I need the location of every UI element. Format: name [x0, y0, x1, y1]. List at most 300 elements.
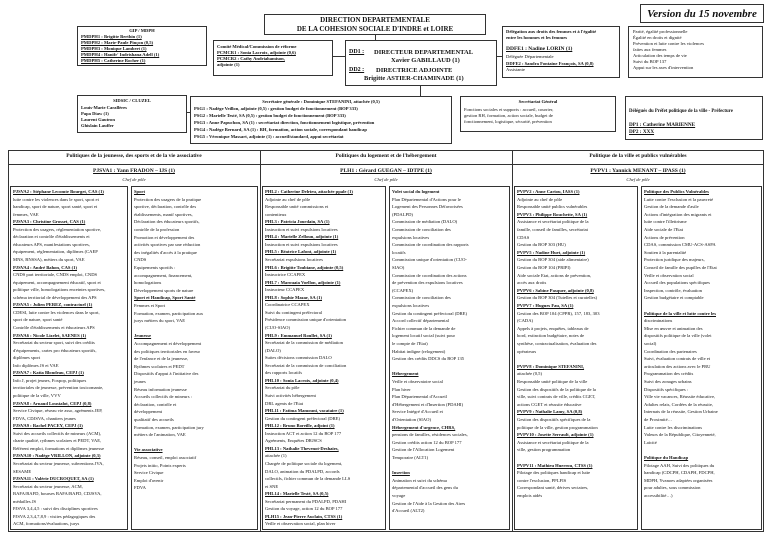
- col1-line: schéma territorial de développement des APS: [13, 294, 97, 300]
- col4-line: Commission de coordination des rapports: [392, 242, 469, 248]
- parite-line-5: Articulation des temps de vie: [633, 53, 687, 58]
- col5-line: Adjointe au chef de pôle: [517, 196, 563, 202]
- col5-line: Gestion des BOP 104 (CPPR), 157, 183, 303: [517, 310, 600, 316]
- col5-line: politique de la ville, gestion programmation: [517, 424, 598, 430]
- delegues-line-2: DP2 : XXX: [629, 129, 655, 135]
- col4-line: départemental d'accueil des gens du: [392, 485, 458, 491]
- col4-line: d'Orientation (SIAO): [392, 417, 431, 422]
- pole3-chef-sub: Chef de pôle: [626, 177, 650, 182]
- col3-line: Instruction ACT et action 12 du BOP 177: [265, 430, 342, 436]
- col2-line: Femmes et Sport: [134, 303, 166, 308]
- col4-line: Habitat indigne (relogement): [392, 348, 446, 354]
- gip-mdph-box: [77, 26, 207, 66]
- col3-line: PHL13 : Nathalie Thevenot-Deshaies,: [265, 445, 339, 451]
- pole3-chef: PVPV1 : Yannick MENANT – IPASS (1): [590, 168, 686, 174]
- col2-line: Service Civique: [134, 470, 164, 476]
- gip-line-1: PMDPH1 : Brigitte Berthin (1): [81, 34, 142, 39]
- direction-line1: DIRECTION DEPARTEMENTALE: [320, 16, 430, 24]
- delegues-title: Délégués du Préfet politique de la ville - Préfecture: [629, 109, 733, 114]
- col5-line: emplois aidés: [517, 493, 543, 498]
- col6-line: Accueil des populations spécifiques: [644, 280, 710, 286]
- pole2-title: Politiques du logement et de l'hébergement: [335, 153, 437, 159]
- col3-line: PHL14 : Marielle Testé, SA (0,5): [265, 491, 329, 497]
- direction-box: [264, 14, 486, 35]
- col2-line: Accueils collectifs de mineurs :: [134, 394, 192, 400]
- sg-line-5: PSG5 : Véronique Massart, adjointe (1) : accueil/standard, appui secrétariat: [194, 134, 344, 139]
- pole1-title: Politiques de la jeunesse, des sports et de la vie associative: [66, 153, 202, 159]
- col1-line: femmes, VAE: [13, 211, 39, 217]
- col3-line: et SNE: [265, 483, 279, 489]
- col1-line: charte qualité, rythmes scolaires et PEDT, VAE,: [13, 438, 102, 444]
- col6-line: Protection juridique des majeurs,: [644, 257, 705, 263]
- col6-line: articulation des actions avec le PRU: [644, 363, 711, 369]
- col3-line: attachée (1): [265, 453, 287, 459]
- col3-line: Adjointe au chef de pôle: [265, 196, 311, 202]
- col1-line: PJSVA8 : Arnaud Loustalot, CEPJ (0,8): [13, 400, 92, 406]
- col3-line: Secrétariat du pôle: [265, 385, 300, 391]
- col2-line: Déclaration des éducateurs sportifs,: [134, 219, 200, 225]
- gip-line-5: PMDPH5 : Catherine Rocher (1): [81, 58, 146, 63]
- col1-line: Suivi des accueils collectifs de mineurs (ACM),: [13, 430, 102, 436]
- col4-line: Accord collectif départemental: [392, 318, 449, 324]
- col4-line: Gestion crédits action 12 du BOP 177: [392, 439, 462, 445]
- sg-line-1: PSG1 : Nadège Veillon, adjointe (0,5) : gestion budget de fonctionnement (BOP 333): [194, 106, 358, 111]
- col5-line: accès aux droits: [517, 280, 547, 286]
- col5-line: contre l'exclusion, PPLFIS: [517, 477, 567, 483]
- col6-line: lutte contre l'illettrisme: [644, 219, 687, 225]
- col3-line: Secrétariat de la commission de conciliation: [265, 362, 347, 368]
- col3-line: DRL agents de l'Etat: [265, 400, 304, 406]
- col5-line: ville, suivi contrats de ville, crédits CGET,: [517, 394, 596, 400]
- col5-line: PVPV11 : Mathieu Huerrou, CTSS (1): [517, 462, 593, 468]
- col1-line: Secrétariat du secteur jeunesse, ACM,: [13, 483, 83, 489]
- parite-line-6: Suivi du BOP 137: [633, 59, 667, 64]
- col3-line: Instruction et suivi expulsions locatives: [265, 241, 338, 247]
- secretaire-generale-box: [190, 96, 452, 144]
- col4-line: expulsions locatives: [392, 303, 430, 308]
- col2-line: CNDS: [134, 257, 147, 263]
- col1-line: PJSVA3 : Christine Grosset, CAS (1): [13, 219, 86, 225]
- col5-line: PVPV6 : Sabine Pasquer, adjointe (0,8): [517, 287, 594, 293]
- col5-line: (CADA): [517, 318, 534, 324]
- col1-line: lutte contre les violences dans le sport, sport et: [13, 196, 99, 202]
- col2-line: Sport: [134, 189, 145, 194]
- col2-line: Promotion et développement des: [134, 234, 195, 240]
- col4-line: Gestion des crédits DDCS du BOP 135: [392, 356, 465, 362]
- dd1-code: DD1 :: [349, 49, 365, 55]
- col2-line: accompagnement, financement,: [134, 272, 193, 278]
- col1-line: PJSVA5 : Julien PEREZ, contractuel (1): [13, 302, 93, 308]
- col5-line: Assistance et secrétariat politique de la: [517, 439, 589, 445]
- col5-line: actions CGET et réussite éducative: [517, 401, 582, 407]
- delegation-line-1: Délégation aux droits des femmes et à l'égalité: [506, 29, 597, 34]
- secretariat-general-box: [460, 96, 616, 132]
- col2-line: Dispositifs d'appui à l'initiative des: [134, 371, 199, 377]
- col5-line: Responsable unité politique de la ville: [517, 379, 588, 384]
- col1-line: Secrétariat du secteur jeunesse, subventions JVA,: [13, 461, 104, 466]
- col4-line: Commission de conciliation des: [392, 295, 451, 301]
- sidsic-box: [77, 95, 187, 133]
- col3-line: Secrétariat permanent du PDALPD, PDAHI: [265, 498, 347, 504]
- parite-line-4: faites aux femmes: [633, 47, 667, 52]
- col6-line: Internats de la réussite, Gestion Urbaine: [644, 409, 718, 415]
- col4-line: Volet social du logement: [392, 189, 440, 194]
- col6-line: Pilotage AAH, Suivi des politiques du: [644, 462, 715, 468]
- col6-line: Laïcité: [644, 439, 657, 445]
- col1-line: PJSVA7 : Katia Blondeau, CEPJ (1): [13, 370, 84, 376]
- col4-line: SIAO): [392, 265, 405, 270]
- col4-line: Plan Départemental d'Actions pour le: [392, 196, 461, 202]
- pole1-chef: PJSVA1 : Yann FRADON – IJS (1): [93, 168, 175, 174]
- col2-line: développement: [134, 409, 163, 415]
- col6-line: Suivi des zonages urbains: [644, 379, 692, 384]
- col3-line: contentieux: [265, 211, 287, 217]
- col3-line: PHL5 : Béatrice Lafont, adjointe (1): [265, 249, 337, 255]
- col5-line: PVPV10 : Josette Serrault, adjointe (1): [517, 432, 594, 438]
- directeur-box: [345, 40, 497, 86]
- col3-line: PHL4 : Marielle Zelloun, adjointe (1): [265, 234, 339, 240]
- col1-line: Info J, projet jeunes, Foxpop, politiques: [13, 377, 87, 383]
- col6-line: Politique des Publics Vulnérables: [644, 189, 709, 194]
- col6-line: Programmation des crédits: [644, 371, 694, 377]
- col2-line: établissements, manif sportives,: [134, 211, 193, 217]
- col4-line: Gestion du contingent préfectoral (DRE): [392, 310, 468, 316]
- sidsic-line-3: Laurent Gautron: [81, 117, 115, 122]
- col1-line: CNDS part territoriale, CNDS emploi, CNDS: [13, 272, 98, 278]
- col4-line: Commission de coordination des actions: [392, 272, 467, 278]
- parite-box: [628, 26, 763, 78]
- col1-line: PJSVA2 : Stéphane Lecomte Bourget, CAS (1): [13, 189, 104, 194]
- comite-medical-box: [213, 40, 333, 76]
- col2-line: Rythmes scolaires et PEDT: [134, 363, 185, 369]
- col5-line: PVPV2 : Anne Cariou, IASS (1): [517, 189, 580, 194]
- col3-line: PHL8 : Sophie Mazar, SA (1): [265, 294, 322, 300]
- sg-title: Secrétaire générale : Dominique STEFANINI, attachée (0,5): [262, 99, 380, 104]
- col1-line: Protection des usagers, réglementation sportive,: [13, 226, 102, 232]
- col3-line: PHL3 : Patricia Jourdain, SA (1): [265, 219, 330, 225]
- col1-line: Info diplômes JS et VAE: [13, 362, 59, 368]
- col6-line: Mise en œuvre et animation des: [644, 325, 703, 331]
- col4-line: d'Hébergement et d'Insertion (PDAHI): [392, 401, 464, 407]
- col2-line: métiers de l'animation, VAE: [134, 432, 186, 438]
- gip-line-3: PMDPH3 : Monique Lambert (1): [81, 46, 147, 51]
- col5-line: PVPV3 : Philippe Rouchette, SA (1): [517, 211, 588, 217]
- col1-line: CDESI, lutte contre les violences dans le sport,: [13, 309, 100, 315]
- col6-line: Coordination des partenaires: [644, 348, 697, 354]
- col5-line: Gestion du BOP 304 (aide alimentaire): [517, 257, 589, 263]
- col2-line: des politiques territoriales en faveur: [134, 348, 201, 354]
- col2-line: Développement sports de nature: [134, 287, 194, 293]
- col4-line: Gestion de l'Allocation Logement: [392, 447, 455, 453]
- direction-line2: DE LA COHESION SOCIALE D'INDRE et LOIRE: [296, 25, 454, 33]
- col5-line: ville, gestion programmation: [517, 447, 571, 453]
- col6-line: de Proximité…: [644, 417, 673, 422]
- col3-line: (DALO): [265, 347, 281, 353]
- col6-line: Soutien à la parentalité: [644, 249, 687, 255]
- col3-line: Gestion du voyage, action 12 du BOP 177: [265, 506, 343, 512]
- col3-line: Veille et observation social, plan hiver: [265, 521, 336, 527]
- col1-line: PJSVA6 : Nicole Lizelet, SAENES (1): [13, 332, 87, 338]
- col4-line: le compte de l'Etat): [392, 341, 428, 346]
- col5-line: bord, extinction budgétaire, notes de: [517, 333, 585, 339]
- col6-line: Aide sociale de l'Etat: [644, 227, 683, 232]
- col6-line: Politique du Handicap: [644, 455, 689, 460]
- col1-line: équipement, réglementation, diplômes (CAEP: [13, 249, 98, 255]
- parite-line-3: Prévention et lutte contre les violences: [633, 41, 705, 46]
- col2-line: Réseau information jeunesse: [134, 386, 187, 392]
- parite-line-2: Égalité en droits et dignité: [633, 35, 682, 40]
- col4-line: expulsions locatives: [392, 234, 430, 240]
- col1-line: FDVA, CDJSVA, chantiers jeunes: [13, 415, 76, 421]
- col3-line: DALO, animation du PDALPD, accords: [265, 468, 340, 474]
- col2-line: Sport et Handicap, Sport Santé: [134, 295, 196, 301]
- col4-line: Commission de médiation (DALO): [392, 219, 458, 225]
- col1-line: politique ville, homologations enceintes sportives,: [13, 287, 106, 293]
- delegation-line-6: DDFE2 : Sandra Fontaine François, SA (0,8): [506, 61, 594, 66]
- col4-line: Plan Départemental d'Accueil: [392, 394, 447, 400]
- col4-line: pensions de familles, résidences sociales,: [392, 432, 468, 438]
- col2-line: activités sportives par une réduction: [134, 242, 201, 248]
- col2-line: qualitatif des accueils: [134, 417, 174, 422]
- col3-line: des rapports locatifs: [265, 370, 302, 376]
- col2-line: sportive, déclaration, contrôle des: [134, 204, 197, 210]
- sgen-line-2: gestion RH, formation, action sociale, budget de: [464, 113, 553, 118]
- col1-line: territoriales de jeunesse, prévention toxicomanie,: [13, 385, 104, 391]
- col3-line: PHL12 : Bruno Boreille, adjoint (1): [265, 423, 335, 429]
- col1-line: d'équipements, cartes pro éducateurs sportifs,: [13, 347, 97, 353]
- col6-line: Suivi, évaluation contrats de ville et: [644, 356, 711, 362]
- col6-line: Lutte contre l'exclusion et la pauvreté: [644, 196, 714, 202]
- gip-title: GIP / MDPH: [129, 28, 155, 33]
- col3-line: Responsable unité commissions et: [265, 204, 329, 210]
- sgen-line-1: Fonctions sociales et supports : accueil, courrier,: [464, 107, 554, 112]
- col5-line: Gestion des dispositifs spécifiques de la: [517, 417, 591, 422]
- col4-line: d'Accueil (ALT2): [392, 508, 425, 514]
- col5-line: PVPV9 : Nathalie Lamy, SA (0,8): [517, 409, 583, 415]
- col5-line: Pilotage des politiques handicap et lutte: [517, 470, 591, 476]
- col2-line: jurys métiers du sport, VAE: [134, 318, 185, 324]
- delegues-prefet-box: [625, 96, 763, 140]
- col6-line: Conseil de famille des pupilles de l'Etat: [644, 265, 717, 270]
- col1-line: sport de nature, sport santé: [13, 317, 63, 323]
- col5-line: PVPV8 : Dominique STEFANINI,: [517, 363, 585, 369]
- col2-line: déclaration, contrôle et: [134, 401, 177, 407]
- col4-line: Veille et observatoire social: [392, 379, 443, 384]
- sidsic-line-4: Ghislain Lauffer: [81, 123, 114, 128]
- col3-line: Agréments, Enquêtes DRJSCS: [265, 438, 322, 444]
- pole2-chef: PLH1 : Gérard GUEGAN – IDTPE (1): [340, 168, 432, 174]
- col3-line: PHL9 : Emmanuel Roullet, SA (1): [265, 332, 332, 338]
- col2-line: Equipements sportifs :: [134, 265, 176, 270]
- gip-line-4: PMDPH4 : Hanifr' Indrishana Adell (1): [81, 52, 160, 57]
- sg-line-4: PSG4 : Nadège Bernard, SA (1) : RH, formation, action sociale, correspondant handicap: [194, 127, 367, 132]
- col1-line: PJSVA4 : André Bahon, CAS (1): [13, 264, 77, 270]
- col1-line: Référent emploi, formations et diplômes jeunesse: [13, 445, 105, 451]
- col2-line: contrôle de la profession: [134, 227, 180, 232]
- col1-line: éducateurs APS, manifestations sportives,: [13, 241, 90, 247]
- col6-line: pour adultes, sous commission: [644, 485, 701, 491]
- col5-line: Gestion du BOP 303 (HU): [517, 242, 566, 248]
- col3-line: Secrétariat expulsions locatives: [265, 257, 323, 262]
- sidsic-title: SIDSIC / CLUZEL: [113, 98, 151, 103]
- col6-line: CDAS, commission CMU-ACS-ASPA: [644, 242, 716, 248]
- col3-line: Suivi activités hébergement: [265, 393, 316, 398]
- delegation-line-4: DDFE1 : Nadine LORIN (1): [506, 46, 573, 52]
- pole2-chef-sub: Chef de pôle: [374, 177, 398, 182]
- col6-line: Adultes relais, Cordées de la réussite,: [644, 401, 714, 407]
- col5-line: famille, conseil de familles, secrétariat: [517, 227, 588, 232]
- col6-line: Politique de la ville et lutte contre les: [644, 310, 716, 316]
- sgen-line-3: fonctionnement, logistique, sécurité, prévention: [464, 119, 552, 124]
- col5-line: PVPV5 : Nadine Huet, adjointe (1): [517, 249, 586, 255]
- col1-line: PJSVA9 : Rachel PACEY, CEPJ (1): [13, 423, 83, 429]
- col1-line: PJSVA10 : Nadège VRILLON, adjointe (0,3): [13, 453, 101, 459]
- col6-line: dispositifs politique de la ville (volet: [644, 333, 712, 339]
- col5-line: Gestion du BOP 104 (PRIPI): [517, 265, 571, 270]
- col4-line: (PDALPD): [392, 211, 413, 217]
- col6-line: Gestion budgétaire et comptable: [644, 295, 704, 301]
- col2-line: jeunes: [134, 379, 146, 384]
- col6-line: Veille et observation social: [644, 272, 694, 278]
- parite-line-7: Appui sur les axes d'intervention: [633, 65, 694, 70]
- col2-line: Vie associative: [134, 447, 163, 453]
- col4-line: (CCAPEX): [392, 287, 414, 293]
- delegation-line-5: Déléguée Départementale: [506, 54, 554, 59]
- col3-line: Chargée de politique sociale du logement,: [265, 461, 343, 466]
- col1-line: PJSVA11 : Valérie DUCROQUET, SA (1): [13, 476, 94, 482]
- col6-line: handicap (CDCPH, CDAPH, FDCPH,: [644, 470, 715, 476]
- delegation-box: [502, 26, 620, 78]
- dd2-title: DIRECTRICE ADJOINTE: [376, 67, 453, 74]
- col6-line: discriminations: [644, 318, 673, 324]
- col4-line: Insertion: [392, 470, 410, 476]
- col3-line: PHL11 : Fatima Mamouni, vacataire (1): [265, 408, 344, 414]
- col6-line: Gestion de la demande d'asile: [644, 204, 699, 210]
- col2-line: Accompagnement et développement: [134, 341, 202, 346]
- col1-line: équipement, accompagnement éducatif, sport et: [13, 279, 101, 285]
- col2-line: de l'enfance et de la jeunesse,: [134, 356, 189, 362]
- pole3-title: Politique de la ville et publics vulnérables: [589, 153, 687, 159]
- col3-line: collectifs, fichier commun de la demande LLS: [265, 476, 351, 482]
- sidsic-line-1: Louis-Marie Carallères: [81, 105, 127, 110]
- col2-line: Formation, examen, participation jury: [134, 424, 204, 430]
- version-label: Version du 15 novembre: [640, 4, 764, 23]
- col2-line: Formation, examen, participation aux: [134, 310, 204, 316]
- col2-line: FDVA: [134, 485, 146, 491]
- col3-line: Suivi du contingent préfectoral: [265, 309, 323, 315]
- col4-line: Commission unique d'orientation (CUO-: [392, 257, 467, 263]
- col4-line: Gestion de l'Aide à la Gestion des Aires: [392, 500, 466, 506]
- col4-line: Plan hiver: [392, 386, 411, 392]
- delegation-line-7: Assistante: [506, 67, 525, 72]
- col4-line: Fichier commun de la demande de: [392, 325, 456, 331]
- col6-line: Valeurs de la République, Citoyenneté,: [644, 432, 716, 438]
- col1-line: SESAME: [13, 468, 32, 474]
- parite-line-1: Parité, égalité professionnelle: [633, 29, 688, 34]
- col1-line: déclaration et contrôle d'établissements et: [13, 234, 90, 240]
- col1-line: diplômes sport: [13, 355, 41, 361]
- comite-line-3: PCMCR2 : Cathy Andriahamison,: [217, 56, 285, 61]
- col4-line: Service Intégré d'Accueil et: [392, 409, 443, 415]
- col1-line: BAFA/BAFD, bourses BAFA/BAFD, CDJSVA,: [13, 491, 102, 497]
- comite-line-4: adjointe (1): [217, 62, 240, 67]
- col5-line: Gestion des dispositifs de la politique de la: [517, 386, 596, 392]
- col1-line: PJSVA 2,3,4,7,8,9 : visites pédagogiques des: [13, 513, 96, 519]
- col1-line: politique de la ville, VVV: [13, 393, 61, 398]
- col5-line: opérateurs: [517, 348, 537, 354]
- col4-line: Animation et suivi du schéma: [392, 477, 447, 483]
- col4-line: Commission de conciliation des: [392, 227, 451, 232]
- col4-line: Hébergement d'urgence, CHRS,: [392, 424, 456, 430]
- col5-line: Responsable unité publics vulnérables: [517, 204, 588, 210]
- col1-line: MNS, BNSSA), métiers du sport, VAE: [13, 257, 85, 262]
- col3-line: PLH15 : Jean-Pierre Auclain, CTSS (1): [265, 513, 343, 519]
- col3-line: Présidence commission unique d'orientation: [265, 317, 347, 323]
- col6-line: Dispositifs spécifiques :: [644, 386, 689, 392]
- dd1-title: DIRECTEUR DEPARTEMENTAL: [374, 49, 474, 56]
- col6-line: Actions d'intégration des migrants et: [644, 211, 712, 217]
- sidsic-line-2: Papa Diaw (1): [81, 111, 109, 116]
- col2-line: Projets initio, Points experts: [134, 462, 186, 468]
- dd2-code: DD2 :: [349, 67, 365, 73]
- col3-line: PHL6 : Brigitte Toubiane, adjointe (0,5): [265, 264, 344, 270]
- col5-line: synthèse, contractualisation, évaluation des: [517, 341, 597, 346]
- dd2-name: Brigitte ASTIER-CHAMINADE (1): [364, 75, 464, 82]
- col4-line: de prévention des expulsions locatives: [392, 280, 463, 286]
- sgen-title: Secrétariat Général: [518, 99, 558, 104]
- col1-line: médailles JS: [13, 498, 37, 504]
- col3-line: Coordinatrice CCAPEX: [265, 302, 310, 308]
- col4-line: logement locatif social (suivi pour: [392, 333, 456, 339]
- col2-line: Jeunesse: [134, 333, 152, 339]
- col5-line: Gestion du BOP 304 (Tutelles et curatelles): [517, 295, 598, 301]
- col5-line: Appels à projets, enquêtes, tableaux de: [517, 325, 589, 331]
- col6-line: accessibilité…): [644, 493, 673, 498]
- col5-line: Aide sociale Etat, actions de prévention,: [517, 272, 592, 278]
- col1-line: Contrôle d'établissements et éducateurs APS: [13, 325, 95, 330]
- delegation-line-2: entre les hommes et les femmes: [506, 35, 568, 40]
- col5-line: PVPV7 : Hugues Fau, SA (1): [517, 303, 574, 308]
- col3-line: PHL10 : Sonia Lacroix, adjointe (0,4): [265, 377, 339, 383]
- col5-line: Assistance et secrétariat politique de la: [517, 219, 589, 225]
- col4-line: voyage: [392, 493, 406, 498]
- col1-line: Service Civique, réseau vie asso, agréments JEP,: [13, 408, 103, 414]
- col2-line: Réseau, conseil, emploi associatif: [134, 455, 197, 460]
- pole1-chef-sub: Chef de pôle: [122, 177, 146, 182]
- col3-line: Instructrice CCAPEX: [265, 272, 306, 278]
- comite-line-2: PCMCR1 : Sonia Lacroix, adjointe (0,6): [217, 50, 296, 55]
- col6-line: Ville vie vacances, Réussite éducative,: [644, 394, 716, 400]
- col4-line: Logement des Personnes Défavorisées: [392, 204, 463, 210]
- col5-line: CDAS: [517, 234, 530, 240]
- col4-line: Hébergement: [392, 371, 419, 377]
- sg-line-3: PSG3 : Anne Papuchon, SA (1) : secrétariat direction, fonctionnement logistique, prévention: [194, 120, 375, 125]
- col1-line: Secrétariat du secteur sport, suivi des crédits: [13, 340, 95, 346]
- col2-line: homologations: [134, 280, 162, 286]
- col6-line: Inspection, contrôle, évaluation: [644, 287, 702, 293]
- col2-line: Emploi d'avenir: [134, 477, 164, 483]
- col6-line: Lutte contre les discriminations: [644, 424, 703, 430]
- col4-line: locatifs: [392, 249, 406, 255]
- col2-line: des inégalités d'accès à la pratique: [134, 249, 197, 255]
- col6-line: social): [644, 341, 657, 346]
- col1-line: ACM, formations/évaluations, jurys: [13, 521, 80, 527]
- col6-line: MDPH, Yvanoes adaptées organisées: [644, 477, 713, 483]
- col5-line: Correspondant santé, dérives sectaires,: [517, 485, 589, 491]
- col3-line: PHL2 : Catherine Delrieu, attachée ppale (1): [265, 189, 353, 194]
- gip-line-2: PMDPH2 : Marie-Paule Pinçon (0,5): [81, 40, 154, 45]
- col3-line: (CUO-SIAO): [265, 325, 291, 330]
